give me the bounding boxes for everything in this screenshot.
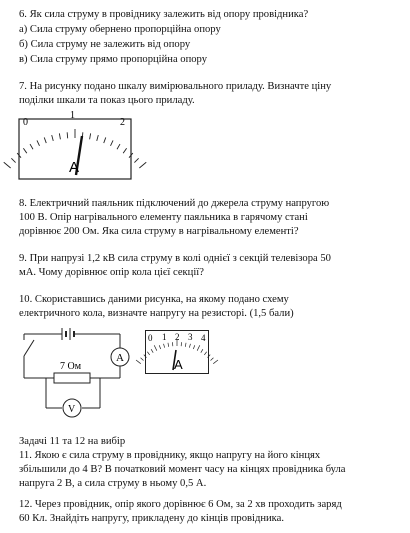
resistor-label: 7 Ом [60, 361, 82, 372]
voltmeter-label: V [68, 404, 76, 415]
q8-text-line-3: дорівнює 200 Ом. Яка сила струму в нагрівальному елементі? [19, 226, 299, 237]
minor-tick [111, 140, 114, 145]
q7-tick-label-2: 2 [120, 117, 125, 128]
q7-instrument-scale [18, 112, 133, 180]
minor-tick [168, 343, 169, 347]
q10-text-line-2: електричного кола, визначте напругу на резисторі. (1,5 бали) [19, 308, 294, 319]
switch-lever [24, 340, 34, 356]
q7-text-line-1: 7. На рисунку подано шкалу вимірювального приладу. Визначте ціну [19, 81, 332, 92]
minor-tick [37, 140, 40, 145]
minor-tick [134, 158, 138, 162]
q9-text-line-2: мА. Чому дорівнює опір кола цієї секції? [19, 267, 204, 278]
minor-tick [141, 358, 144, 361]
minor-tick [23, 148, 26, 153]
minor-tick [159, 345, 160, 349]
q12-text-line-2: 60 Кл. Знайдіть напругу, прикладену до кінців провідника. [19, 513, 285, 524]
minor-tick [30, 144, 33, 149]
choice-heading: Задачі 11 та 12 на вибір [19, 436, 126, 447]
q7-tick-label-0: 0 [23, 117, 28, 128]
major-tick [139, 162, 146, 168]
major-tick [213, 360, 218, 364]
minor-tick [59, 133, 60, 139]
q6-option-c: в) Сила струму прямо пропорційна опору [19, 54, 208, 65]
q11-text-line-2: збільшили до 4 В? В початковий момент часу на кінцях провідника була [19, 464, 346, 475]
minor-tick [104, 137, 106, 143]
q10-unit-label: A [174, 357, 183, 372]
q6-question: 6. Як сила струму в провіднику залежить від опору провідника? [19, 9, 309, 20]
minor-tick [97, 135, 99, 141]
q10-circuit-diagram [20, 324, 140, 420]
q10-ammeter-scale [145, 330, 209, 374]
resistor-symbol [54, 373, 90, 383]
minor-tick [204, 352, 206, 355]
major-tick [154, 345, 157, 350]
q7-text-line-2: поділки шкали та показ цього приладу. [19, 95, 195, 106]
q9-text-line-1: 9. При напрузі 1,2 кВ сила струму в колі однієї з секцій телевізора 50 [19, 253, 331, 264]
q11-text-line-1: 11. Якою є сила струму в провіднику, якщо напругу на його кінцях [19, 450, 321, 461]
q7-tick-label-1: 1 [70, 110, 75, 121]
minor-tick [67, 132, 68, 138]
minor-tick [147, 352, 149, 355]
q6-option-b: б) Сила струму не залежить від опору [19, 39, 191, 50]
q6-option-a: а) Сила струму обернено пропорційна опору [19, 24, 221, 35]
minor-tick [90, 133, 91, 139]
q10-tick-label-1: 1 [162, 332, 167, 342]
minor-tick [44, 137, 46, 143]
minor-tick [185, 343, 186, 347]
q11-text-line-3: напруга 2 В, а сила струму в ньому 0,5 А. [19, 478, 207, 489]
minor-tick [52, 135, 54, 141]
minor-tick [123, 148, 126, 153]
minor-tick [189, 344, 190, 348]
minor-tick [193, 345, 194, 349]
q8-text-line-1: 8. Електричний паяльник підключений до джерела струму напругою [19, 198, 330, 209]
q10-text-line-1: 10. Скориставшись даними рисунка, на якому подано схему [19, 294, 289, 305]
q10-tick-label-3: 3 [188, 332, 193, 342]
major-tick [4, 162, 11, 168]
q10-tick-label-0: 0 [148, 333, 153, 343]
q10-tick-label-2: 2 [175, 332, 180, 342]
q12-text-line-1: 12. Через провідник, опір якого дорівнює 6 Ом, за 2 хв проходить заряд [19, 499, 342, 510]
minor-tick [117, 144, 120, 149]
minor-tick [164, 344, 165, 348]
major-tick [197, 345, 200, 350]
minor-tick [211, 358, 214, 361]
minor-tick [11, 158, 15, 162]
ammeter-label: A [116, 352, 124, 364]
q10-tick-label-4: 4 [201, 333, 206, 343]
q8-text-line-2: 100 В. Опір нагрівального елементу паяльника в гарячому стані [19, 212, 308, 223]
q7-unit-label: A [69, 159, 80, 176]
minor-tick [201, 349, 203, 352]
minor-tick [151, 349, 153, 352]
